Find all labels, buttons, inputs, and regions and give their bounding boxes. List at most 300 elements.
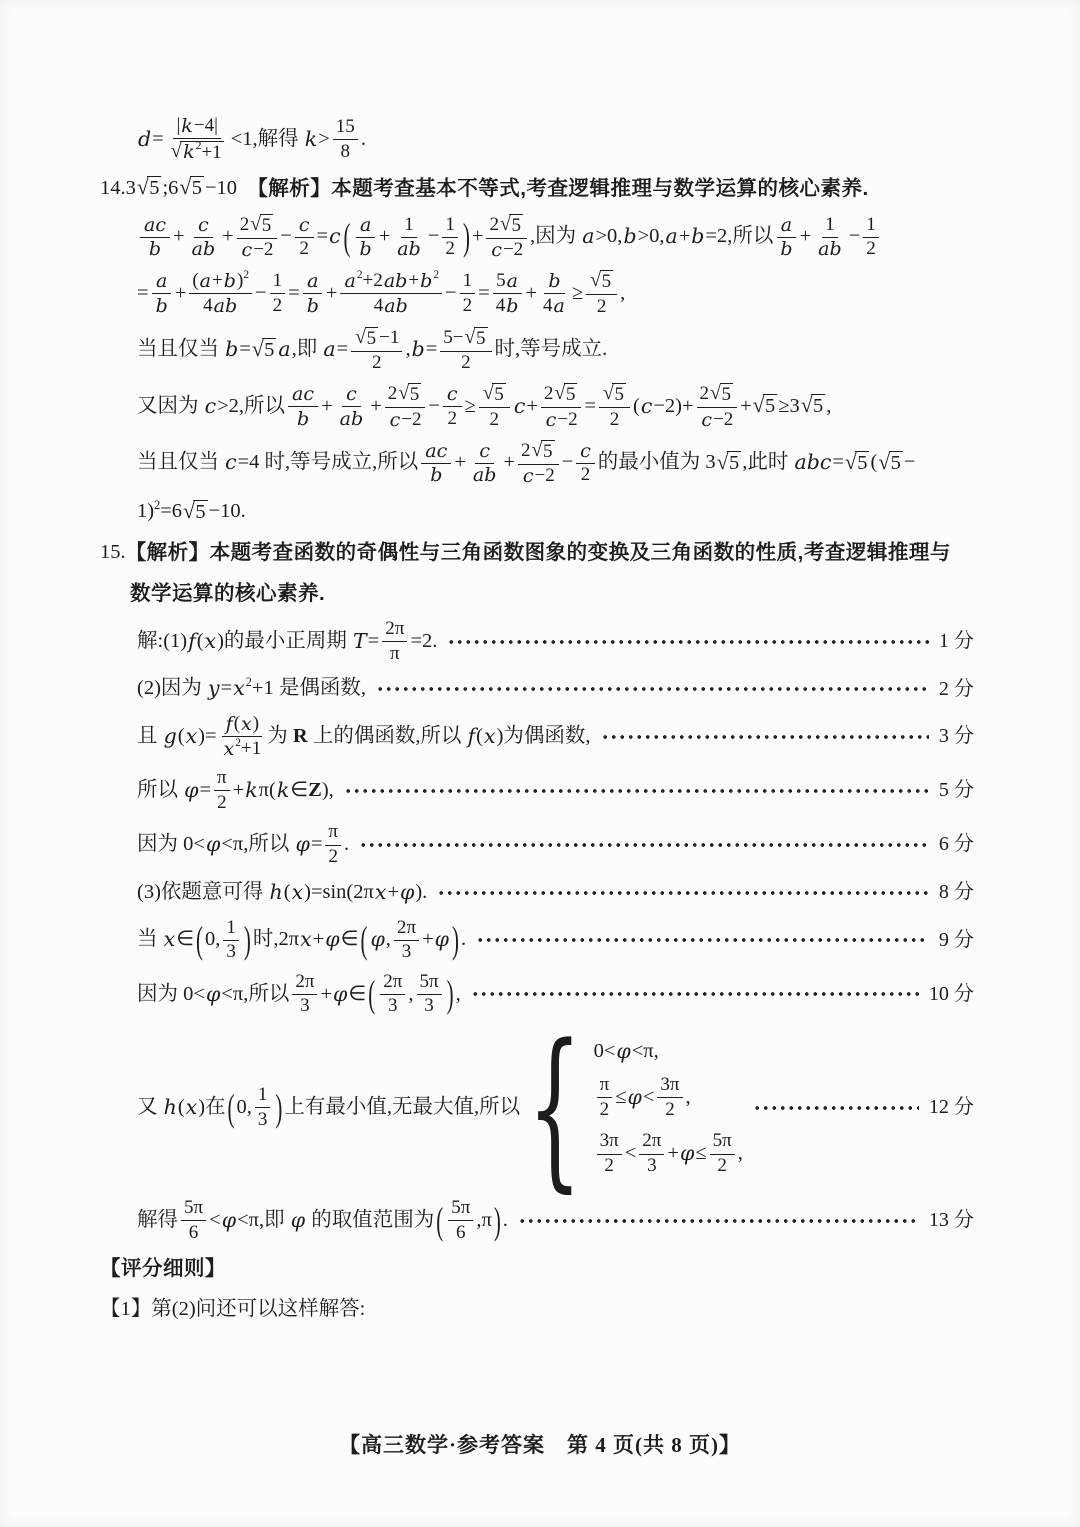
text-run: ≥ (464, 394, 476, 417)
fraction-denominator (296, 238, 312, 260)
fraction-denominator (297, 995, 313, 1017)
fraction-numerator (214, 768, 230, 791)
text-run: 5 (543, 440, 553, 462)
math-fraction (710, 1131, 735, 1176)
text-run: −2 (253, 239, 274, 261)
fraction-denominator (371, 294, 412, 316)
fraction-numerator (270, 271, 286, 294)
text-run: ≥ (571, 281, 584, 304)
text-run: 5− (443, 326, 464, 348)
text-run: 时,2π (252, 928, 300, 951)
text-run: π (328, 821, 339, 843)
math-variable: b (506, 294, 519, 317)
math-fraction (140, 215, 170, 260)
math-radical (398, 383, 421, 406)
text-run: ≤ (695, 1142, 707, 1165)
fraction-numerator (442, 215, 458, 238)
text-run: + (232, 779, 245, 802)
math-variable: a (155, 270, 168, 293)
math-variable: c (513, 393, 526, 418)
math-variable: x (241, 713, 252, 736)
fraction-denominator (519, 465, 558, 487)
doc-line (100, 214, 974, 262)
bold-text-run: 【解析】本题考查函数的奇偶性与三角函数图象的变换及三角函数的性质,考查逻辑推理与 (125, 541, 951, 565)
fraction-numerator (493, 271, 522, 294)
fraction-denominator (270, 294, 286, 316)
score-label: 9 分 (938, 928, 974, 951)
radical-sign: √ (710, 382, 722, 404)
math-variable: φ (205, 981, 221, 1006)
text-run: + (370, 394, 382, 417)
fraction-numerator (380, 972, 405, 995)
text-run: = (152, 127, 164, 150)
text-run: 2 (699, 383, 710, 405)
page-footer: 【高三数学·参考答案 第 4 页(共 8 页)】 (339, 1433, 741, 1457)
fraction-denominator (540, 294, 569, 316)
text-run: = (239, 338, 251, 361)
text-run: 3 (401, 941, 412, 963)
math-variable: f (467, 723, 476, 748)
doc-line (100, 1252, 974, 1284)
math-variable: c (204, 393, 217, 418)
paren-left: ( (360, 918, 368, 962)
text-run: 4 (543, 294, 553, 316)
math-variable: a (344, 270, 356, 293)
fraction-numerator (421, 441, 451, 464)
text-run: = (367, 629, 380, 652)
text-run: ). (415, 880, 428, 903)
text-run: 1 (462, 270, 473, 292)
fraction-numerator (576, 441, 595, 464)
text-run: ,因为 (530, 225, 582, 248)
text-run: = (425, 338, 438, 361)
fraction-denominator (186, 1221, 202, 1243)
doc-line (100, 173, 974, 205)
text-run: 15 (335, 116, 355, 138)
math-fraction (442, 215, 458, 260)
text-run: 2 (580, 464, 591, 486)
text-run: 且 (137, 724, 163, 747)
math-variable: ab (818, 238, 842, 261)
text-run: ;6 (162, 176, 179, 199)
text-run: )为偶函数, (496, 724, 591, 747)
text-run: + (454, 451, 466, 474)
text-run: 当且仅当 (137, 338, 225, 361)
text-run: + (378, 225, 391, 248)
math-variable: b (359, 238, 372, 261)
text-run: <π,所以 (221, 982, 290, 1005)
math-variable: ab (191, 238, 216, 261)
text-run: + (526, 394, 538, 417)
text-run: 又 (137, 1095, 163, 1118)
radicand (855, 451, 869, 476)
dotted-leader (518, 1217, 919, 1225)
math-radical (717, 451, 742, 476)
fraction-denominator (421, 995, 437, 1017)
math-fraction (356, 215, 376, 260)
text-run: ( (192, 270, 199, 292)
fraction-denominator (487, 408, 503, 430)
text-run: + (678, 225, 691, 248)
text-run: . (460, 928, 467, 951)
doc-line: (2)因为 y = x 2 +1 是偶函数, 2 分 (137, 675, 974, 701)
text-run: ( (177, 724, 185, 747)
math-variable: y (208, 676, 220, 701)
math-fraction (336, 384, 368, 429)
radical-sign: √ (752, 393, 765, 418)
math-variable: c (225, 450, 237, 475)
math-variable: a (278, 337, 291, 362)
text-run: (2)因为 (137, 677, 208, 700)
math-radical (183, 500, 208, 525)
math-variable: b (296, 407, 310, 430)
radical-sign: √ (183, 498, 195, 523)
text-run: π (599, 1074, 610, 1096)
text-run: 4 (203, 294, 213, 316)
math-variable: a (359, 213, 372, 236)
fraction-denominator (223, 941, 239, 963)
fraction-denominator (597, 1098, 613, 1120)
math-variable: φ (333, 981, 348, 1006)
math-radical (465, 327, 488, 350)
math-variable: b (623, 224, 637, 249)
radicand (727, 451, 741, 476)
radical-sign: √ (136, 175, 149, 200)
math-variable: c (241, 239, 253, 262)
text-run: 为 (267, 724, 293, 747)
fraction-numerator: ( a + b ) 2 (189, 271, 252, 294)
text-run: <π,即 (237, 1209, 290, 1232)
fraction-numerator (541, 383, 582, 408)
text-run: 1 (272, 270, 283, 292)
math-variable: ab (384, 294, 408, 317)
fraction-numerator (479, 383, 510, 408)
math-fraction (469, 441, 501, 486)
radicand (190, 176, 204, 201)
text-run: > (318, 127, 330, 150)
radical-sign: √ (250, 212, 262, 235)
paren-right: ) (275, 1085, 283, 1130)
text-run: 2π (385, 618, 405, 639)
text-run: . (502, 1209, 508, 1232)
math-variable: φ (627, 1085, 642, 1110)
fraction-numerator: a 2 +2 ab + b 2 (340, 271, 442, 294)
radical-sign: √ (844, 449, 857, 474)
radicand (492, 383, 506, 406)
doc-line (100, 877, 974, 909)
text-run: 的取值范围为 (306, 1209, 435, 1232)
fraction-denominator (293, 407, 313, 429)
text-run: =2,所以 (705, 225, 774, 248)
fraction-denominator (152, 294, 172, 316)
text-run: + (471, 225, 484, 248)
text-run: 3 (647, 1155, 657, 1177)
text-run: 1 (866, 213, 876, 235)
text-run: 2 (543, 383, 554, 405)
math-fraction (657, 1075, 682, 1120)
math-variable: T (353, 628, 367, 653)
text-run: ( (196, 629, 204, 652)
fraction-numerator (597, 1131, 622, 1154)
text-run: −2 (534, 465, 555, 487)
fraction-denominator (238, 239, 277, 261)
text-run: 5 (476, 327, 486, 349)
fraction-numerator (518, 440, 559, 465)
math-fraction (776, 215, 796, 260)
text-run: . (360, 127, 366, 150)
text-run: 2 (604, 1155, 614, 1177)
math-variable: h (269, 879, 283, 904)
text-run: , (826, 394, 832, 417)
fraction-denominator (697, 408, 736, 430)
text-run: ≤ (615, 1086, 627, 1109)
math-radical (878, 451, 903, 476)
text-run: −1 (379, 326, 400, 348)
fraction-denominator (601, 1155, 617, 1177)
text-run: 2 (609, 408, 620, 430)
text-run: −10 (204, 176, 248, 199)
text-run: − (561, 451, 574, 474)
radical-sign: √ (500, 212, 511, 235)
text-run: = (584, 394, 596, 417)
text-run: = (137, 281, 149, 304)
math-variable: c (446, 383, 458, 406)
case-row (594, 1039, 743, 1065)
text-run: , (685, 1086, 691, 1109)
text-run: −2 (557, 408, 578, 430)
text-run: = (220, 677, 233, 700)
math-fraction (440, 327, 491, 375)
text-run: 2 (217, 791, 227, 813)
math-fraction (863, 215, 879, 260)
math-radical (753, 394, 778, 419)
math-variable: b (225, 337, 239, 362)
text-run: , (620, 281, 626, 304)
text-run: −2 (401, 408, 422, 430)
score-label: 13 分 (928, 1209, 974, 1232)
math-variable: x (204, 628, 217, 653)
math-fraction (576, 441, 595, 486)
math-radical (710, 383, 733, 406)
math-fraction (325, 822, 341, 867)
paren-left: ( (227, 1085, 235, 1130)
text-run: 0, (236, 1095, 252, 1118)
fraction-denominator (607, 408, 623, 430)
text-run: 上的偶函数,所以 (307, 724, 467, 747)
math-variable: ac (292, 383, 315, 406)
radicand (147, 176, 161, 201)
text-run: < (209, 1209, 221, 1232)
math-variable: k (276, 778, 290, 803)
math-variable: ab (213, 294, 238, 317)
math-radical (554, 383, 577, 406)
fraction-denominator (200, 294, 241, 316)
dotted-leader (437, 889, 929, 897)
text-run: −4| (193, 115, 218, 136)
math-variable: a (665, 224, 678, 249)
fraction-numerator (382, 619, 407, 642)
math-fraction (479, 383, 510, 431)
text-run: + (667, 1142, 679, 1165)
fraction-denominator (444, 407, 460, 429)
radicand (408, 383, 422, 406)
text-run: 2 (866, 238, 876, 260)
fraction-denominator (578, 464, 594, 486)
fraction-denominator (336, 407, 368, 429)
math-fraction (814, 215, 846, 260)
text-run: 3 (388, 995, 398, 1017)
text-run: 14.3 (100, 176, 136, 199)
doc-line (100, 537, 974, 569)
math-variable: a (553, 294, 565, 317)
math-variable: b (411, 337, 425, 362)
text-run: 15. (100, 541, 126, 564)
radicand (720, 383, 734, 406)
fraction-numerator (140, 215, 170, 238)
math-fraction (385, 383, 426, 431)
doc-line (100, 1293, 974, 1325)
math-variable: φ (434, 927, 449, 952)
text-run: ( (633, 394, 640, 417)
text-run: , (405, 338, 411, 361)
math-fraction (167, 116, 228, 164)
radicand (365, 327, 379, 350)
math-fraction (540, 271, 569, 316)
math-fraction (292, 972, 317, 1017)
dotted-leader (376, 685, 929, 693)
doc-line (100, 619, 974, 664)
math-variable: x (223, 737, 235, 760)
math-fraction (333, 117, 358, 162)
text-run: 5 (565, 384, 576, 405)
math-variable: φ (184, 778, 199, 803)
text-run: 2 (328, 846, 338, 868)
math-variable: h (163, 1094, 177, 1119)
math-radical (483, 383, 506, 406)
radicand (474, 327, 488, 350)
text-run: − (427, 225, 440, 248)
fraction-numerator (401, 215, 417, 238)
text-run: + (740, 394, 752, 417)
text-run: +2 (362, 270, 383, 292)
text-run: = (316, 225, 329, 248)
paren-left: ( (196, 918, 204, 962)
text-run: 解得 (137, 1209, 178, 1232)
math-radical (500, 214, 523, 237)
text-run: +1 (201, 141, 222, 163)
text-run: = (478, 281, 490, 304)
text-run: −10. (208, 500, 246, 523)
text-run: 2 (489, 213, 499, 235)
text-run: ∈ (176, 928, 195, 951)
math-variable: b (420, 270, 433, 293)
math-variable: a (323, 337, 336, 362)
text-run: 5 (409, 384, 420, 405)
fraction-denominator (369, 352, 385, 374)
text-run: 1) (137, 500, 155, 523)
radical-sign: √ (602, 382, 614, 404)
text-run: ( (283, 880, 291, 903)
radical-sign: √ (355, 325, 367, 348)
text-run: + (325, 281, 338, 304)
text-run: + (387, 880, 399, 903)
text-run: 当 (137, 928, 163, 951)
math-variable: f (225, 713, 233, 736)
document-content (100, 116, 974, 1334)
fraction-numerator (288, 384, 318, 407)
fraction-denominator: x 2 +1 (223, 736, 262, 760)
radicand (260, 214, 274, 237)
text-run: 5 (601, 271, 612, 292)
text-run: − (255, 281, 267, 304)
math-variable: a (307, 270, 319, 293)
text-run: 6 (188, 1221, 199, 1243)
fraction-numerator (295, 215, 314, 238)
fraction-numerator (222, 714, 263, 737)
text-run: 2 (445, 238, 455, 260)
radicand (612, 383, 626, 406)
radical-sign: √ (464, 325, 476, 348)
text-run: − (848, 225, 861, 248)
text-run: 2 (665, 1098, 675, 1120)
fraction-numerator (223, 918, 239, 941)
fraction-numerator (597, 1075, 613, 1098)
dotted-leader (359, 841, 929, 849)
doc-line (100, 768, 974, 813)
text-run: + (212, 270, 223, 292)
math-variable: c (522, 465, 534, 488)
math-bold-symbol: Z (308, 779, 322, 802)
text-run: 1 (404, 213, 414, 235)
math-variable: c (329, 224, 341, 249)
text-run: 5 (614, 384, 624, 405)
math-radical (355, 327, 378, 350)
cases-column (594, 1039, 743, 1177)
fraction-numerator (394, 918, 419, 941)
radicand (262, 338, 276, 363)
math-fraction (394, 918, 419, 963)
math-variable: b (223, 270, 236, 293)
math-fraction (340, 271, 442, 316)
text-run: 2 (717, 1155, 727, 1177)
text-run: − (903, 451, 916, 474)
text-run: + (321, 394, 333, 417)
text-run: 2 (521, 439, 531, 461)
text-run: 2 (447, 407, 457, 429)
math-variable: d (138, 126, 152, 151)
math-variable: ac (144, 213, 167, 236)
math-fraction (486, 214, 527, 262)
dotted-leader (471, 990, 919, 998)
math-radical (845, 451, 870, 476)
math-variable: b (780, 238, 793, 261)
math-fraction (586, 270, 617, 318)
fraction-numerator (443, 384, 462, 407)
text-run: >2,所以 (217, 394, 286, 417)
text-run: ( (476, 724, 483, 747)
radical-sign: √ (482, 382, 494, 404)
paren-left: ( (343, 215, 351, 259)
fraction-numerator (325, 822, 341, 845)
fraction-denominator (662, 1098, 678, 1120)
text-run: 又因为 (137, 394, 204, 417)
cases-block (522, 1006, 743, 1208)
radical-sign: √ (590, 269, 602, 291)
text-run: + (799, 225, 812, 248)
fraction-numerator (255, 1085, 271, 1108)
math-variable: a (780, 213, 793, 236)
text-run: . (344, 833, 350, 856)
